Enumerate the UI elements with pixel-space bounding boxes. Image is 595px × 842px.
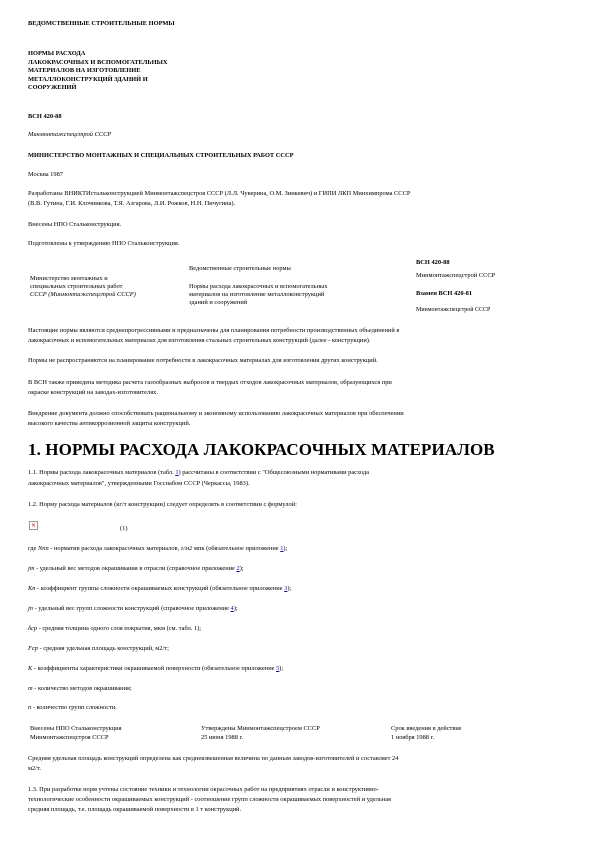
paragraph-line: Средняя удельная площадь конструкций определена как средневзвешенная величина по данным заводов-изготовителей и составляет 24	[28, 755, 399, 762]
text-run: ) рассчитаны в соответствии с "Общесоюзными нормативами расхода	[178, 469, 369, 476]
approval-line: Внесены НПО Стальконструкция	[30, 725, 122, 732]
text-run: );	[279, 665, 284, 672]
prepared-line: Подготовлены к утверждению НПО Стальконструкция.	[28, 240, 180, 247]
text-run: - средняя удельная площадь конструкций, м2/т;	[37, 645, 169, 652]
symbol: m	[28, 685, 33, 692]
doc-title-line: МАТЕРИАЛОВ НА ИЗГОТОВЛЕНИЕ	[28, 67, 141, 75]
text-run: где	[28, 545, 38, 552]
paragraph: Нормы не распространяются на планирование потребности в лакокрасочных материалах для изготовления других конструкций.	[28, 357, 378, 364]
paragraph-1-2: 1.2. Норму расхода материалов (кг/т конструкции) следует определять в соответствии с формулой:	[28, 501, 297, 508]
paragraph	[28, 378, 392, 398]
definition-item	[28, 565, 244, 574]
approval-line: 25 июня 1988 г.	[201, 733, 244, 741]
paragraph-line: м2/т.	[28, 764, 41, 772]
formula-image-icon	[29, 521, 38, 530]
definition-item	[28, 585, 291, 594]
symbol: δср	[28, 625, 38, 632]
text-run: - коэффициент группы сложности окрашиваемых конструкций (обязательное приложение	[35, 585, 285, 592]
text-run: );	[287, 585, 292, 592]
paragraph-1-1-line-2: лакокрасочных материалов", утвержденными Госснабом СССР (Черкассы, 1983).	[28, 480, 250, 487]
text-run: - удельный вес методов окрашивания в отрасли (справочное приложение	[34, 565, 237, 572]
approval-approved	[201, 725, 320, 742]
table-mid-bottom	[189, 283, 328, 308]
paragraph	[28, 326, 399, 346]
city-year: Москва 1987	[28, 171, 63, 178]
approval-line: 1 ноября 1988 г.	[391, 733, 435, 741]
doc-title-line: НОРМЫ РАСХОДА	[28, 50, 86, 57]
doc-title-line: МЕТАЛЛОКОНСТРУКЦИЙ ЗДАНИЙ И	[28, 75, 148, 83]
developed-line-1: Разработаны ВНИКТИстальконструкцией Минмонтажспецстроя СССР (Л.Л. Чуверина, О.М. Зинкевич) и ГИПИ ЛКП Минхимпрома СССР	[28, 190, 411, 197]
doc-title-line: СООРУЖЕНИЙ	[28, 84, 77, 92]
paragraph-avg-area	[28, 754, 398, 774]
text-run: - коэффициенты характеристики окрашиваемой поверхности (обязательное приложение	[32, 665, 277, 672]
definition-item	[28, 665, 283, 674]
broken-image-glyph: ×	[31, 522, 37, 529]
symbol: n	[28, 704, 32, 711]
approval-line: Минмонтажспецстроя СССР	[30, 733, 109, 741]
approval-line: Срок введения в действие	[391, 725, 462, 732]
appendix-link[interactable]: 1	[280, 545, 284, 552]
doc-title	[28, 50, 168, 93]
definition-item	[28, 645, 169, 654]
paragraph-line: 1.3. При разработке норм учтены состояние техники и технологии окрасочных работ на предприятиях отрасли и конструктивно-	[28, 786, 379, 793]
appendix-link[interactable]: 3	[284, 585, 288, 592]
paragraph-line: технологические особенности окрашиваемых конструкций - соотношение групп сложности окрашиваемых поверхностей и удельная	[28, 796, 391, 803]
text-run: );	[283, 545, 288, 552]
table-left-line: специальных строительных работ	[30, 283, 123, 291]
symbol: К	[28, 665, 33, 672]
table-left-cell	[30, 275, 136, 300]
symbol: jm	[28, 565, 35, 572]
table-left-line: Министерство монтажных и	[30, 275, 108, 282]
paragraph-line: Настоящие нормы являются среднепрогрессивными и предназначены для планирования потребности производственных объединений в	[28, 327, 400, 334]
doc-code: ВСН 420-88	[28, 113, 62, 120]
definition-item	[28, 704, 117, 713]
table-mid-line: зданий и сооружений	[189, 299, 248, 307]
text-run: - средняя толщина одного слоя покрытия, мкм (см. табл. 1);	[37, 625, 202, 632]
text-run: - количество методов окрашивания;	[32, 685, 132, 692]
table-right-ministry-2: Минмонтажспецстрой СССР	[416, 307, 491, 313]
table-mid-line: материалов на изготовление металлоконструкций	[189, 291, 325, 299]
approval-effective	[391, 725, 462, 742]
paragraph	[28, 409, 404, 429]
appendix-link[interactable]: 4	[230, 605, 234, 612]
definition-item	[28, 625, 201, 634]
formula-number: (1)	[120, 525, 128, 532]
paragraph-line: Внедрение документа должно способствовать рациональному и экономному использованию лакокрасочных материалов при обеспечении	[28, 410, 404, 417]
ministry-full: МИНИСТЕРСТВО МОНТАЖНЫХ И СПЕЦИАЛЬНЫХ СТРОИТЕЛЬНЫХ РАБОТ СССР	[28, 152, 294, 159]
symbol: Fср	[28, 645, 38, 652]
symbol: Nпп	[38, 545, 49, 552]
unit: г/м2	[180, 545, 193, 552]
approval-line: Утверждены Минмонтажспецстроем СССР	[201, 725, 320, 732]
doc-title-line: ЛАКОКРАСОЧНЫХ И ВСПОМОГАТЕЛЬНЫХ	[28, 58, 168, 66]
approval-introduced	[30, 725, 122, 742]
appendix-link[interactable]: 5	[276, 665, 280, 672]
section-heading: 1. НОРМЫ РАСХОДА ЛАКОКРАСОЧНЫХ МАТЕРИАЛОВ	[28, 440, 495, 459]
table-mid-line: Нормы расхода лакокрасочных и вспомогательных	[189, 283, 328, 290]
definition-item	[28, 685, 132, 694]
table-left-line: СССР (Минмонтажспецстрой СССР)	[30, 291, 136, 299]
table-right-code: ВСН 420-88	[416, 259, 450, 266]
text-run: - норматив расхода лакокрасочных материалов,	[48, 545, 181, 552]
text-run: мпк (обязательное приложение	[192, 545, 281, 552]
paragraph-line: окраске конструкций на заводах-изготовителях.	[28, 388, 158, 396]
text-run: );	[239, 565, 244, 572]
definition-item	[28, 545, 287, 554]
paragraph-1-1	[28, 469, 369, 478]
table-right-replaces: Взамен ВСН 420-81	[416, 290, 473, 297]
paragraph-line: высокого качества антикоррозионной защиты конструкций.	[28, 419, 191, 427]
developed-line-2: (В.В. Гутина, Г.И. Клочникова, Т.Я. Азгарова, Л.И. Рожков, Н.Н. Пичугина).	[28, 200, 236, 207]
appendix-link-table-1[interactable]: 1	[175, 469, 179, 476]
appendix-link[interactable]: 2	[236, 565, 240, 572]
text-run: - количество групп сложности.	[31, 704, 117, 711]
paragraph-line: В ВСН также приведена методика расчета газообразных выбросов и твердых отходов лакокрасочных материалов, образующихся при	[28, 379, 392, 386]
symbol: Кп	[28, 585, 36, 592]
table-right-ministry: Минмонтажспецстрой СССР	[416, 272, 496, 279]
definition-item	[28, 605, 238, 614]
text-run: 1.1. Нормы расхода лакокрасочных материалов (табл.	[28, 469, 176, 476]
text-run: );	[233, 605, 238, 612]
text-run: - удельный вес групп сложности конструкций (справочное приложение	[32, 605, 231, 612]
paragraph-line: лакокрасочных и вспомогательных материалах для изготовления стальных строительных конструкций (далее - конструкции).	[28, 336, 371, 344]
paragraph-line: средняя площадь, т.е. площадь окрашиваемой поверхности в 1 т конструкций.	[28, 806, 242, 813]
paragraph-1-3	[28, 785, 391, 815]
ministry-short: Минмонтажспецстрой СССР	[28, 131, 112, 138]
symbol: jп	[28, 605, 33, 612]
introduced-line: Внесены НПО Стальконструкция.	[28, 221, 122, 228]
header-title: ВЕДОМСТВЕННЫЕ СТРОИТЕЛЬНЫЕ НОРМЫ	[28, 20, 175, 27]
table-mid-top: Ведомственные строительные нормы	[189, 265, 291, 272]
